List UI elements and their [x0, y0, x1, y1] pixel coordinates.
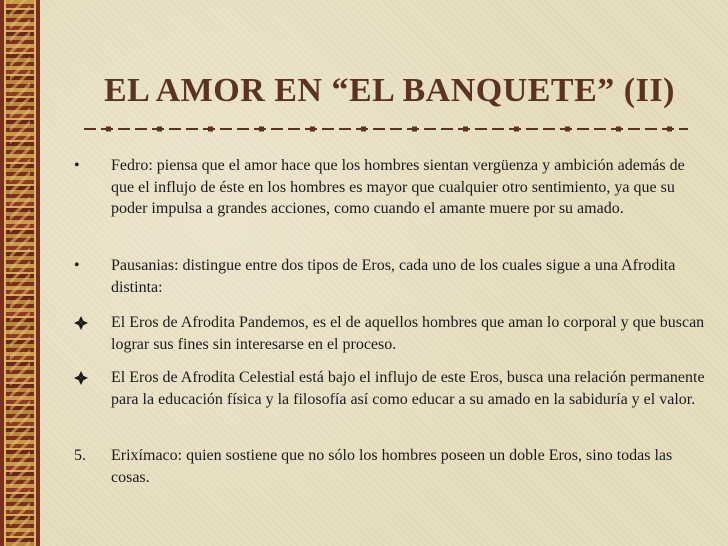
title-divider: [84, 125, 688, 133]
bullet-marker: •: [74, 157, 80, 174]
decorative-border: [0, 0, 40, 546]
number-marker: 5.: [74, 447, 86, 464]
list-item-text: El Eros de Afrodita Celestial está bajo el influjo de este Eros, busca una relación permanente para la educación física y la filosofía así como educar a su amado en la sabiduría y el valor.: [111, 369, 705, 408]
slide-title: EL AMOR EN “EL BANQUETE” (II): [104, 72, 675, 109]
diamond-icon: [74, 367, 88, 385]
list-item-text: El Eros de Afrodita Pandemos, es el de aquellos hombres que aman lo corporal y que buscan lograr sus fines sin interesarse en el proceso.: [111, 314, 705, 353]
bullet-marker: •: [74, 257, 80, 274]
list-item-text: Fedro: piensa que el amor hace que los hombres sientan vergüenza y ambición además de que el influjo de éste en los hombres es mayor que cualquier otro sentimiento, ya que su poder impulsa a grandes acciones, como cuando el amante muere por su amado.: [111, 157, 685, 217]
list-item-text: Pausanias: distingue entre dos tipos de Eros, cada uno de los cuales sigue a una Afrodita distinta:: [111, 257, 676, 296]
diamond-icon: [74, 312, 88, 330]
list-item-text: Erixímaco: quien sostiene que no sólo los hombres poseen un doble Eros, sino todas las cosas.: [111, 447, 673, 486]
